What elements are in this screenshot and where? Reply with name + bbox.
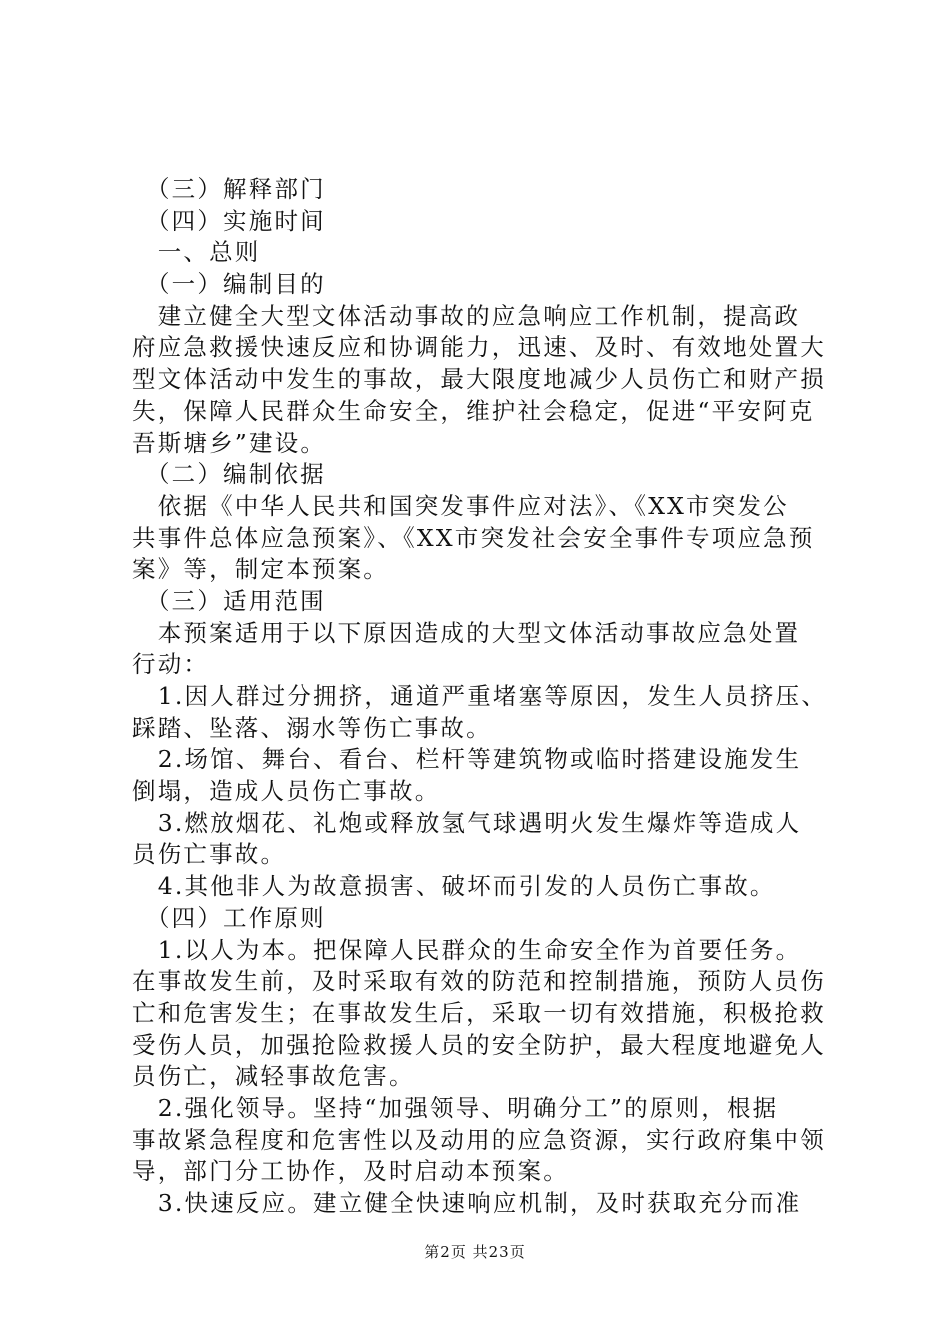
text-line: 依据《中华人民共和国突发事件应对法》、《XX市突发公 (132, 491, 789, 520)
text-line: （三）适用范围 (132, 586, 326, 615)
text-line: 事故紧急程度和危害性以及动用的应急资源，实行政府集中领 (132, 1125, 826, 1154)
text-line: （四）实施时间 (132, 206, 326, 235)
document-body (132, 174, 832, 1220)
text-line: 4.其他非人为故意损害、破坏而引发的人员伤亡事故。 (132, 872, 776, 901)
text-line: 失，保障人民群众生命安全，维护社会稳定，促进“平安阿克 (132, 396, 815, 425)
text-line: 员伤亡，减轻事故危害。 (132, 1062, 415, 1091)
text-line: 行动： (132, 650, 210, 679)
text-line: 一、总则 (132, 238, 261, 267)
text-line: 共事件总体应急预案》、《XX市突发社会安全事件专项应急预 (132, 523, 815, 552)
text-line: （二）编制依据 (132, 460, 326, 489)
text-line: （三）解释部门 (132, 175, 326, 203)
text-line: 建立健全大型文体活动事故的应急响应工作机制，提高政 (132, 301, 801, 330)
text-line: 员伤亡事故。 (132, 840, 287, 869)
text-line: 倒塌，造成人员伤亡事故。 (132, 777, 441, 806)
text-line: 导，部门分工协作，及时启动本预案。 (132, 1157, 569, 1186)
text-line: 3.快速反应。建立健全快速响应机制，及时获取充分而准 (132, 1189, 802, 1217)
text-line: （一）编制目的 (132, 270, 326, 299)
text-line: 2.强化领导。坚持“加强领导、明确分工”的原则，根据 (132, 1093, 779, 1122)
text-line: 受伤人员，加强抢险救援人员的安全防护，最大程度地避免人 (132, 1030, 826, 1059)
text-line: 1.因人群过分拥挤，通道严重堵塞等原因，发生人员挤压、 (132, 682, 828, 710)
text-line: 1.以人为本。把保障人民群众的生命安全作为首要任务。 (132, 935, 802, 964)
text-line: 3.燃放烟花、礼炮或释放氢气球遇明火发生爆炸等造成人 (132, 808, 802, 837)
text-line: 府应急救援快速反应和协调能力，迅速、及时、有效地处置大 (132, 333, 826, 362)
text-line: （四）工作原则 (132, 903, 326, 932)
text-line: 吾斯塘乡”建设。 (132, 428, 327, 457)
text-line: 亡和危害发生；在事故发生后，采取一切有效措施，积极抢救 (132, 998, 826, 1027)
page-footer: 第2页 共23页 (424, 1243, 526, 1261)
text-line: 在事故发生前，及时采取有效的防范和控制措施，预防人员伤 (132, 967, 826, 996)
text-line: 型文体活动中发生的事故，最大限度地减少人员伤亡和财产损 (132, 365, 826, 394)
text-line: 2.场馆、舞台、看台、栏杆等建筑物或临时搭建设施发生 (132, 745, 802, 774)
text-line: 踩踏、坠落、溺水等伤亡事故。 (132, 713, 492, 742)
text-line: 案》等，制定本预案。 (132, 555, 389, 584)
text-line: 本预案适用于以下原因造成的大型文体活动事故应急处置 (132, 618, 801, 647)
